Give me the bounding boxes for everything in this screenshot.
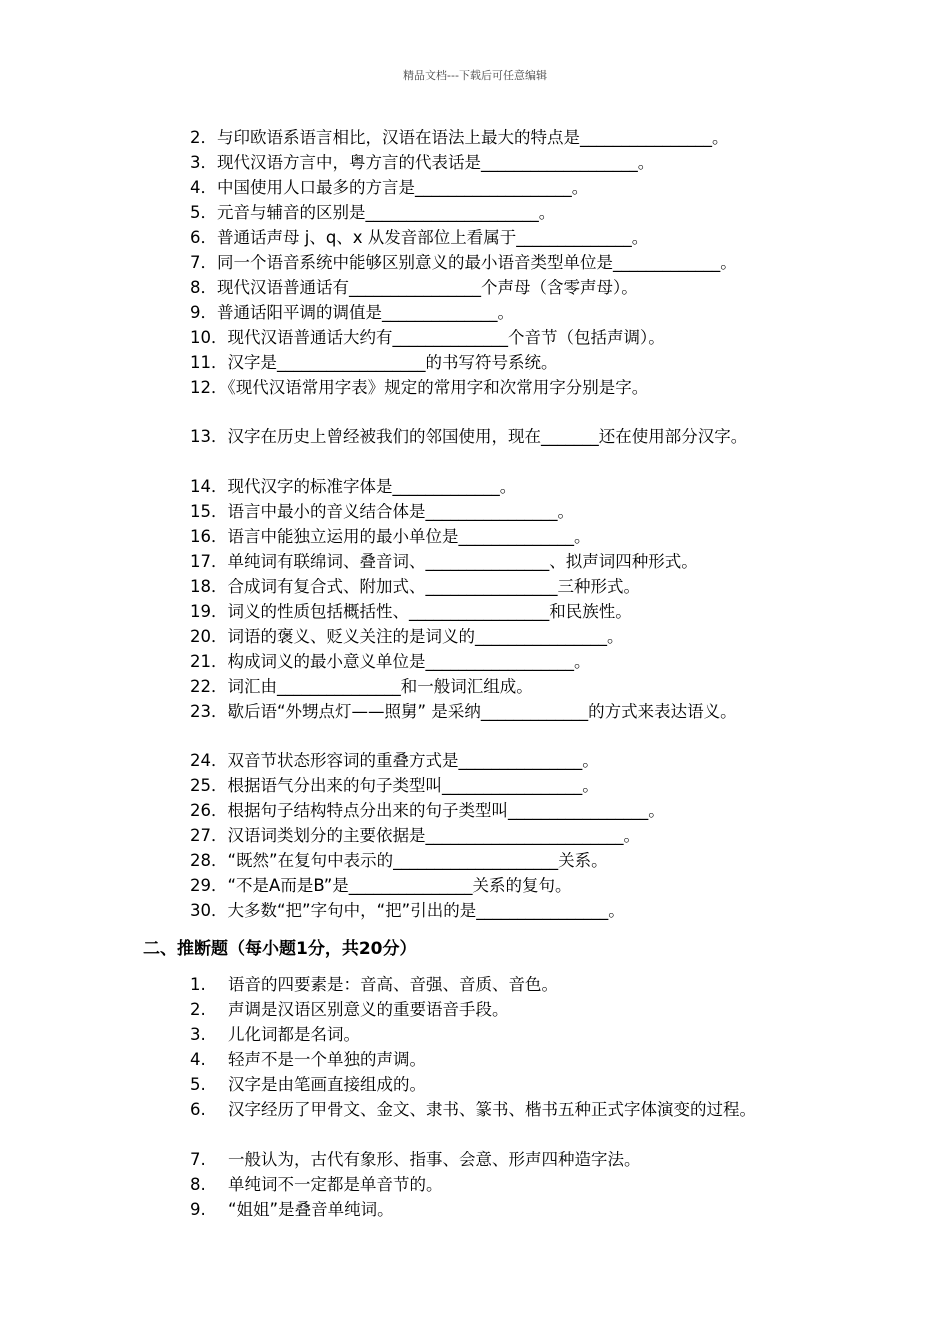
item-number: 8. (190, 1175, 206, 1194)
fill-item: 30．大多数“把”字句中，“把”引出的是________________。 (190, 901, 625, 920)
fill-item: 25．根据语气分出来的句子类型叫_________________。 (190, 776, 599, 795)
judge-item (190, 1023, 360, 1047)
fill-item: 5．元音与辅音的区别是_____________________。 (190, 203, 556, 222)
item-text: 汉字经历了甲骨文、金文、隶书、篆书、楷书五种正式字体演变的过程。 (228, 1100, 756, 1119)
item-text: 儿化词都是名词。 (228, 1025, 360, 1044)
fill-item: 16．语言中能独立运用的最小单位是______________。 (190, 527, 591, 546)
item-number: 4. (190, 1050, 206, 1069)
judge-item (190, 1048, 426, 1072)
page-header: 精品文档---下载后可任意编辑 (403, 69, 547, 82)
judge-item (190, 998, 509, 1022)
judge-item (190, 1098, 810, 1122)
item-number: 1. (190, 975, 206, 994)
fill-item: 29．“不是A而是B”是_______________关系的复句。 (190, 876, 572, 895)
item-text: 轻声不是一个单独的声调。 (228, 1050, 426, 1069)
fill-item: 26．根据句子结构特点分出来的句子类型叫_________________。 (190, 801, 665, 820)
item-number: 9. (190, 1200, 206, 1219)
item-text: 声调是汉语区别意义的重要语音手段。 (228, 1000, 509, 1019)
fill-item: 10．现代汉语普通话大约有______________个音节（包括声调）。 (190, 328, 665, 347)
fill-item: 8．现代汉语普通话有________________个声母（含零声母）。 (190, 278, 638, 297)
judge-item (190, 973, 558, 997)
item-text: 一般认为，古代有象形、指事、会意、形声四种造字法。 (228, 1150, 641, 1169)
fill-item: 9．普通话阳平调的调值是______________。 (190, 303, 514, 322)
fill-item: 20．词语的褒义、贬义关注的是词义的________________。 (190, 627, 624, 646)
fill-item: 4．中国使用人口最多的方言是___________________。 (190, 178, 589, 197)
item-number: 3. (190, 1025, 206, 1044)
fill-item: 2．与印欧语系语言相比，汉语在语法上最大的特点是________________。 (190, 128, 729, 147)
item-text: 汉字是由笔画直接组成的。 (228, 1075, 426, 1094)
fill-item: 17．单纯词有联绵词、叠音词、_______________、拟声词四种形式。 (190, 552, 698, 571)
fill-item: 3．现代汉语方言中，粤方言的代表话是___________________。 (190, 153, 655, 172)
fill-item: 13．汉字在历史上曾经被我们的邻国使用，现在_______还在使用部分汉字。 (190, 427, 748, 446)
item-number: 6. (190, 1100, 206, 1119)
fill-item: 11．汉字是__________________的书写符号系统。 (190, 353, 558, 372)
fill-item: 28．“既然”在复句中表示的____________________关系。 (190, 851, 608, 870)
section-title: 二、推断题（每小题1分，共20分） (143, 939, 417, 959)
item-text: 单纯词不一定都是单音节的。 (228, 1175, 443, 1194)
item-text: “姐姐”是叠音单纯词。 (228, 1200, 394, 1219)
item-number: 2. (190, 1000, 206, 1019)
fill-item: 6．普通话声母 j、q、x 从发音部位上看属于______________。 (190, 228, 649, 247)
item-number: 5. (190, 1075, 206, 1094)
fill-item: 18．合成词有复合式、附加式、________________三种形式。 (190, 577, 640, 596)
fill-item: 19．词义的性质包括概括性、_________________和民族性。 (190, 602, 632, 621)
fill-item: 15．语言中最小的音义结合体是________________。 (190, 502, 574, 521)
judge-item (190, 1073, 426, 1097)
judge-item (190, 1198, 394, 1222)
fill-item: 12．《现代汉语常用字表》规定的常用字和次常用字分别是字。 (190, 378, 649, 397)
fill-item: 24．双音节状态形容词的重叠方式是_______________。 (190, 751, 599, 770)
judge-item (190, 1148, 641, 1172)
item-number: 7. (190, 1150, 206, 1169)
fill-item: 14．现代汉字的标准字体是_____________。 (190, 477, 517, 496)
fill-item: 22．词汇由_______________和一般词汇组成。 (190, 677, 533, 696)
fill-item: 7．同一个语音系统中能够区别意义的最小语音类型单位是_____________。 (190, 253, 737, 272)
fill-item: 27．汉语词类划分的主要依据是________________________。 (190, 826, 640, 845)
item-text: 语音的四要素是：音高、音强、音质、音色。 (228, 975, 558, 994)
fill-item: 21．构成词义的最小意义单位是__________________。 (190, 652, 591, 671)
fill-item: 23．歇后语“外甥点灯——照舅” 是采纳_____________的方式来表达语义。 (190, 702, 737, 721)
judge-item (190, 1173, 443, 1197)
